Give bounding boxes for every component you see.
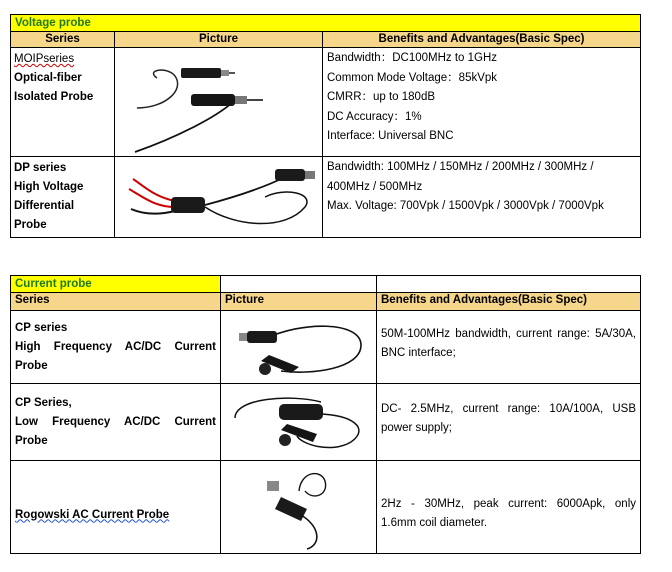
- series-line: Probe: [15, 434, 48, 447]
- moip-spec-cell: [323, 48, 641, 157]
- series-line: High Voltage: [14, 181, 84, 193]
- series-line: Isolated Probe: [14, 91, 94, 103]
- high-frequency-current-probe-photo: [221, 311, 377, 384]
- spec-line: Interface: Universal BNC: [327, 130, 454, 142]
- series-name: Rogowski AC Current Probe: [15, 508, 170, 521]
- high-voltage-differential-probe-photo: [115, 157, 323, 238]
- spec-line: Common Mode Voltage：85kVpk: [327, 71, 498, 84]
- optical-fiber-isolated-probe-photo: [115, 48, 323, 157]
- moip-series-cell: [11, 48, 115, 157]
- series-line: Low Frequency AC/DC Current: [15, 415, 216, 428]
- dp-spec-cell: [323, 157, 641, 238]
- benefits-header: Benefits and Advantages(Basic Spec): [377, 293, 641, 311]
- benefits-header: Benefits and Advantages(Basic Spec): [323, 32, 641, 48]
- spec-text: 50M-100MHz bandwidth, current range: 5A/30A, BNC interface;: [381, 327, 636, 359]
- series-line: Optical-fiber: [14, 72, 82, 84]
- spec-text: 2Hz - 30MHz, peak current: 6000Apk, only 1.6mm coil diameter.: [381, 497, 636, 529]
- spec-line: CMRR：up to 180dB: [327, 91, 436, 103]
- rogowski-spec-cell: [377, 461, 641, 554]
- series-line: Probe: [15, 359, 48, 372]
- series-header: Series: [11, 32, 115, 48]
- current-probe-table: [10, 275, 641, 554]
- spec-line: 400MHz / 500MHz: [327, 180, 423, 193]
- dp-series-cell: [11, 157, 115, 238]
- rogowski-series-cell: [11, 461, 221, 554]
- spec-text: DC- 2.5MHz, current range: 10A/100A, USB power supply;: [381, 402, 636, 434]
- voltage-probe-table: [10, 14, 641, 238]
- series-line: Differential: [14, 200, 75, 212]
- rogowski-current-probe-photo: [221, 461, 377, 554]
- voltage-probe-title: Voltage probe: [11, 15, 641, 32]
- picture-header: Picture: [221, 293, 377, 311]
- series-header: Series: [11, 293, 221, 311]
- cp-lf-series-cell: [11, 384, 221, 461]
- low-frequency-current-probe-photo: [221, 384, 377, 461]
- series-name: MOIPseries: [14, 53, 75, 65]
- series-name: CP series: [15, 321, 68, 334]
- series-line: High Frequency AC/DC Current: [15, 340, 216, 353]
- spec-line: Bandwidth：DC100MHz to 1GHz: [327, 52, 498, 64]
- series-name: CP Series,: [15, 396, 72, 409]
- spec-line: DC Accuracy：1%: [327, 110, 422, 123]
- cp-lf-spec-cell: [377, 384, 641, 461]
- picture-header: Picture: [115, 32, 323, 48]
- cp-hf-series-cell: [11, 311, 221, 384]
- spec-line: Max. Voltage: 700Vpk / 1500Vpk / 3000Vpk / 7000Vpk: [327, 200, 604, 212]
- series-name: DP series: [14, 162, 67, 174]
- spec-line: Bandwidth: 100MHz / 150MHz / 200MHz / 300MHz /: [327, 161, 594, 173]
- series-line: Probe: [14, 219, 47, 231]
- cp-hf-spec-cell: [377, 311, 641, 384]
- current-probe-title: Current probe: [11, 276, 221, 293]
